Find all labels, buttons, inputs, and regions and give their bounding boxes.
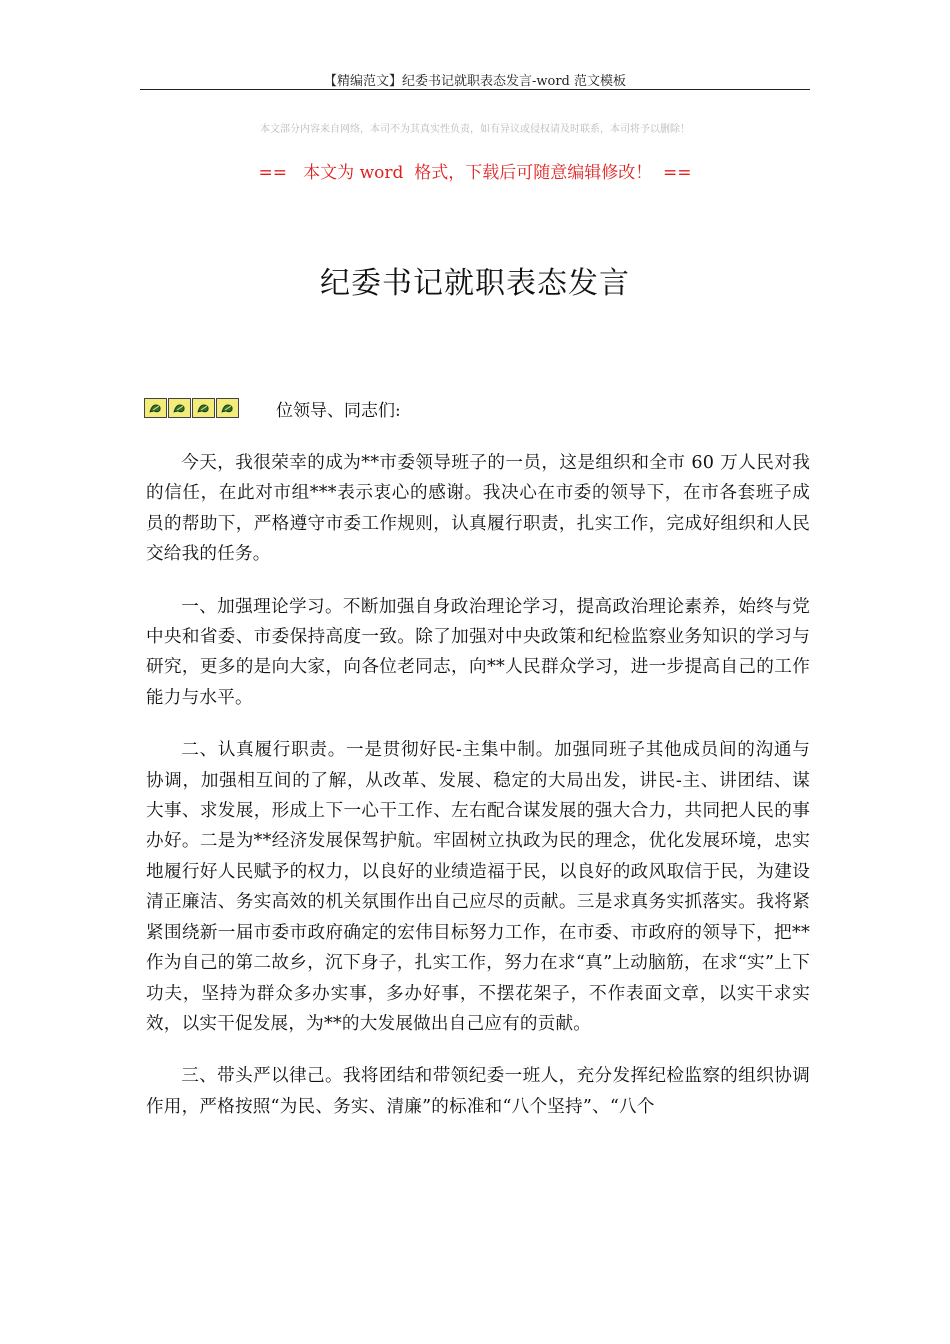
document-title: 纪委书记就职表态发言 [320, 266, 630, 301]
word-format-notice: == 本文为 word 格式，下载后可随意编辑修改！ == [258, 163, 692, 183]
running-header: 【精编范文】纪委书记就职表态发言-word 范文模板 [323, 74, 626, 89]
paragraph-theory-study: 一、加强理论学习。不断加强自身政治理论学习，提高政治理论素养，始终与党中央和省委、市委保持高度一致。除了加强对中央政策和纪检监察业务知识的学习与研究，更多的是向大家，向各位老同志，向**人民群众学习，进一步提高自己的工作能力与水平。 [146, 596, 810, 708]
greeting-row [144, 396, 401, 420]
greeting-text: 位领导、同志们: [276, 400, 401, 421]
paragraph-duties: 二、认真履行职责。一是贯彻好民-主集中制。加强同班子其他成员间的沟通与协调，加强相互间的了解，从改革、发展、稳定的大局出发，讲民-主、讲团结、谋大事、求发展，形成上下一心干工作、左右配合谋发展的强大合力，共同把人民的事办好。二是为**经济发展保驾护航。牢固树立执政为民的理念，优化发展环境，忠实地履行好人民赋予的权力，以良好的业绩造福于民，以良好的政风取信于民，为建设清正廉洁、务实高效的机关氛围作出自己应尽的贡献。三是求真务实抓落实。我将紧紧围绕新一届市委市政府确定的宏伟目标努力工作，在市委、市政府的领导下，把**作为自己的第二故乡，沉下身子，扎实工作，努力在求“真”上动脑筋，在求“实”上下功夫，坚持为群众多办实事，多办好事，不摆花架子，不作表面文章，以实干求实效，以实干促发展，为**的大发展做出自己应有的贡献。 [146, 740, 810, 1034]
paragraph-intro: 今天，我很荣幸的成为**市委领导班子的一员，这是组织和全市 60 万人民对我的信任，在此对市组***表示衷心的感谢。我决心在市委的领导下，在市各套班子成员的帮助下，严格遵守市委工作规则，认真履行职责，扎实工作，完成好组织和人民交给我的任务。 [146, 453, 810, 565]
disclaimer-text: 本文部分内容来自网络，本司不为其真实性负责，如有异议或侵权请及时联系，本司将予以删除！ [260, 124, 690, 135]
pen-glyph-icon [192, 398, 215, 418]
pen-glyph-icon [216, 398, 239, 418]
paragraph-self-discipline: 三、带头严以律己。我将团结和带领纪委一班人，充分发挥纪检监察的组织协调作用，严格按照“为民、务实、清廉”的标准和“八个坚持”、“八个 [146, 1066, 810, 1117]
document-body [146, 448, 810, 1144]
glyph-icons [144, 398, 240, 418]
header-divider [140, 89, 810, 90]
pen-glyph-icon [168, 398, 191, 418]
pen-glyph-icon [144, 398, 167, 418]
